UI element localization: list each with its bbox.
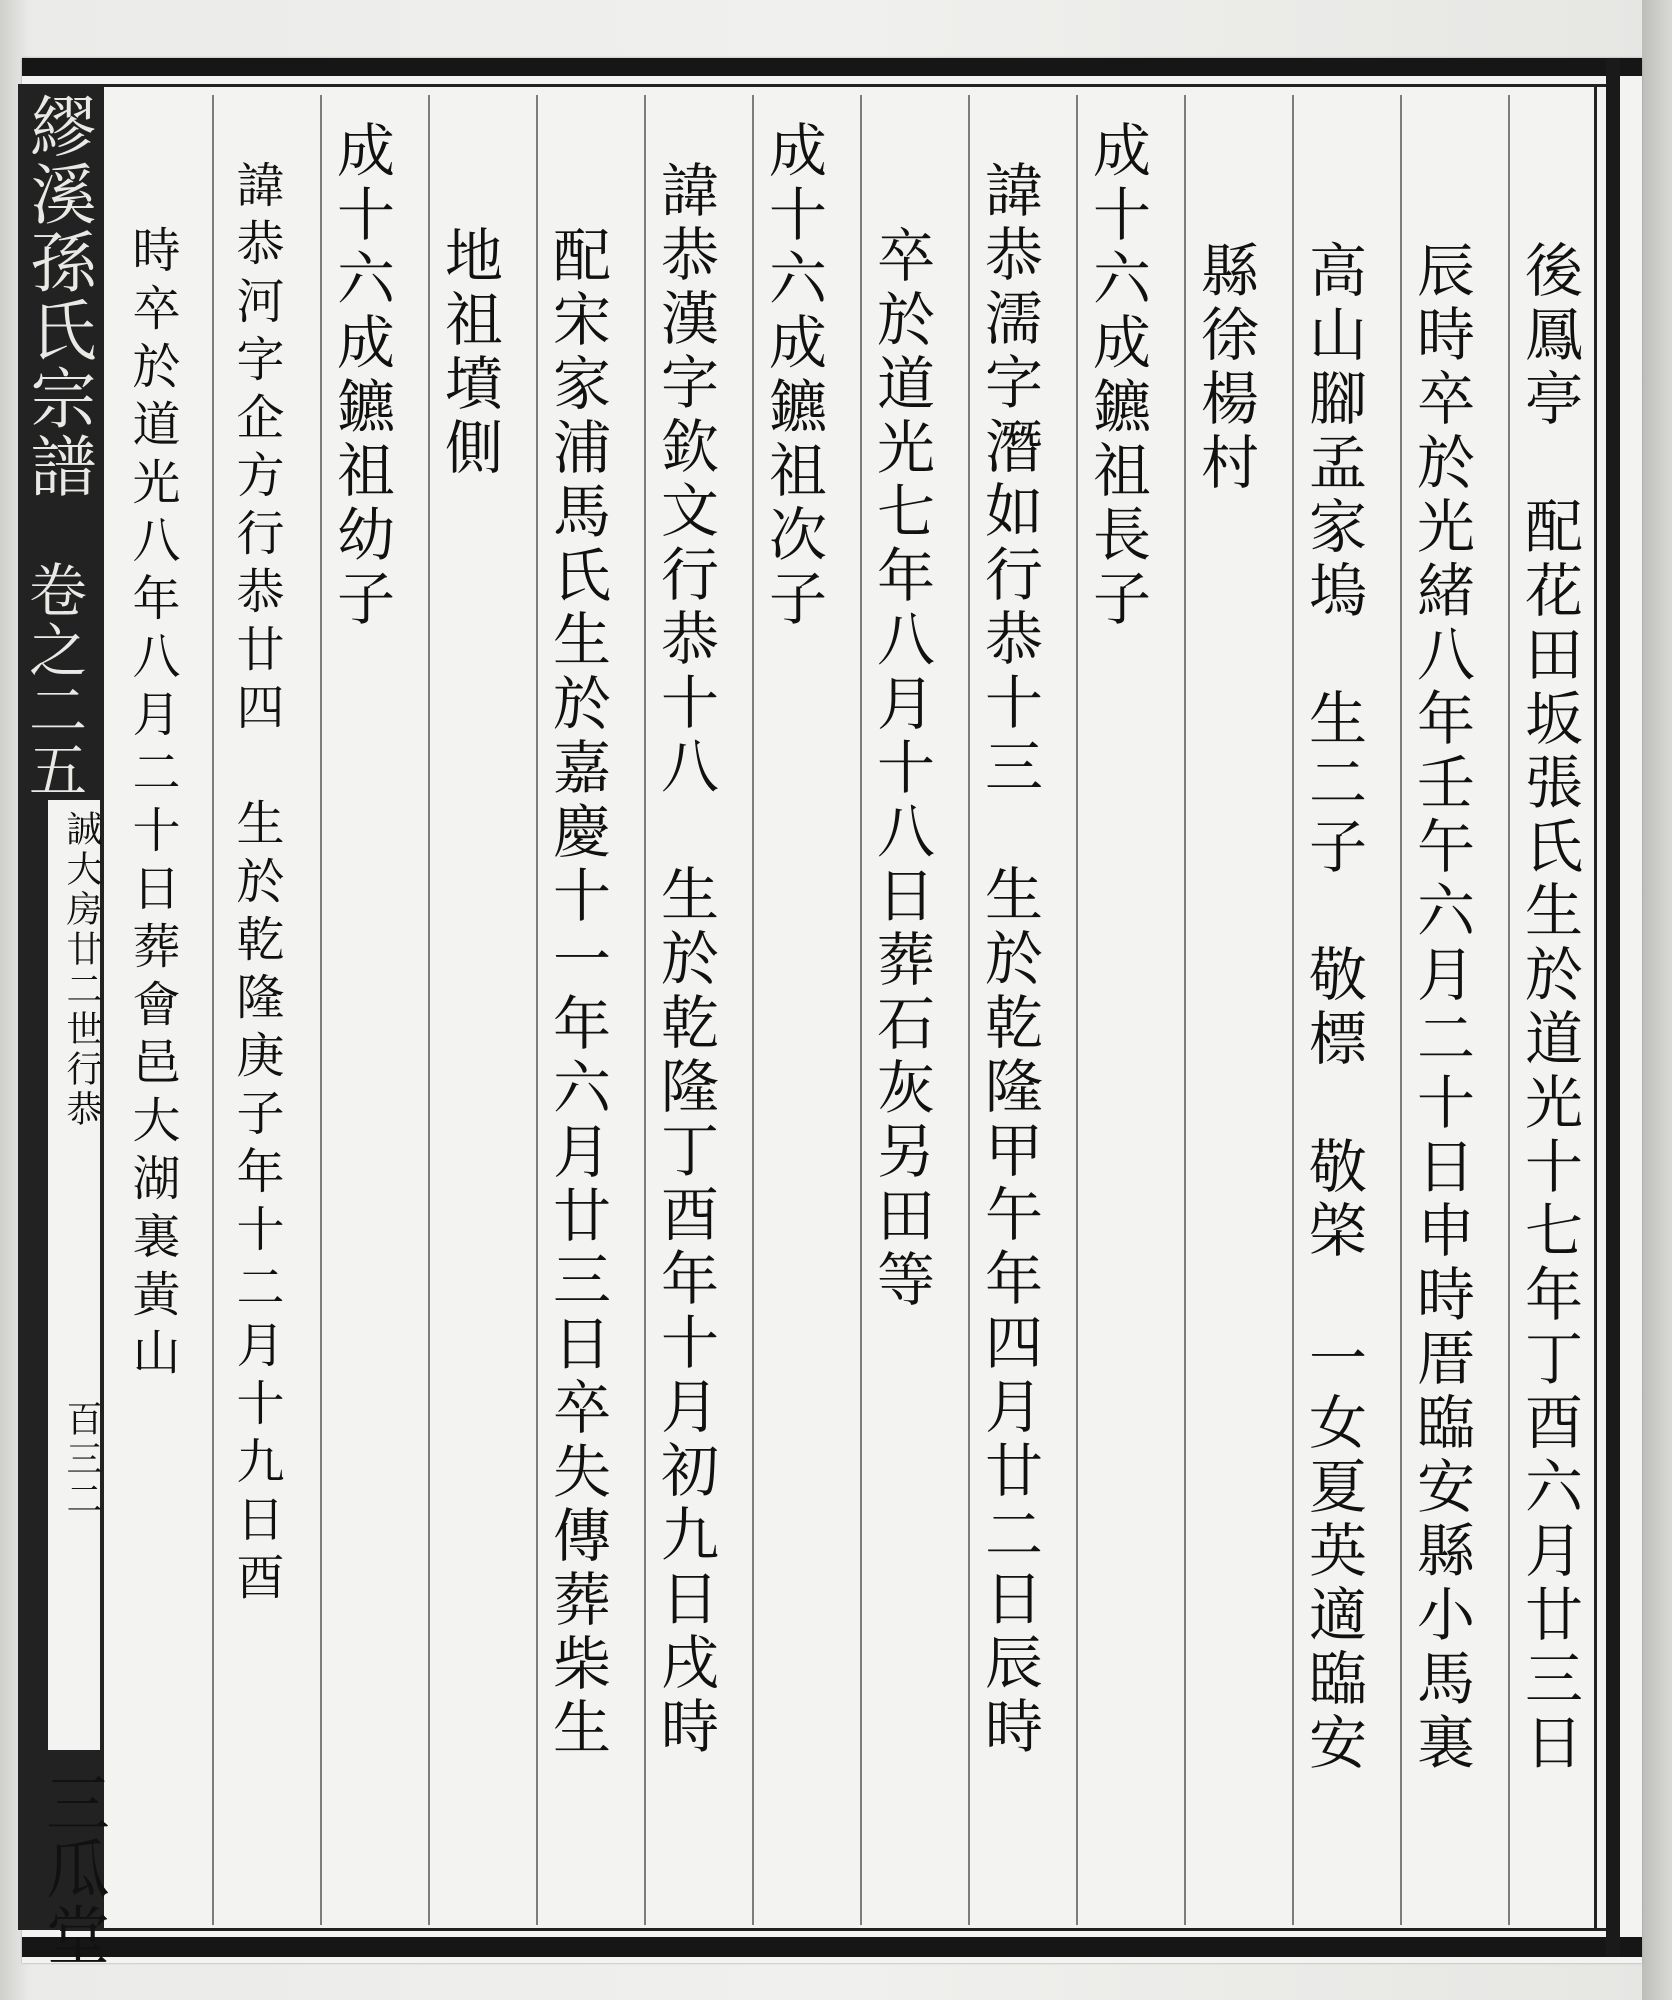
- text-column: 時卒於道光八年八月二十日葬會邑大湖裏黃山: [124, 225, 180, 1385]
- scan-edge: [1642, 0, 1672, 2000]
- text-column: 諱恭河字企方行恭廿四 生於乾隆庚子年十二月十九日酉: [228, 160, 284, 1610]
- column-divider: [212, 95, 214, 1925]
- generation-heading: 成十六成鑣祖長子: [1083, 120, 1151, 632]
- page-number: 百三二: [61, 1400, 102, 1520]
- text-column: 卒於道光七年八月十八日葬石灰另田等: [867, 225, 935, 1313]
- column-divider: [320, 95, 322, 1925]
- genealogy-title: 繆溪孫氏宗譜: [19, 92, 96, 500]
- column-divider: [1292, 95, 1294, 1925]
- text-column: 辰時卒於光緒八年壬午六月二十日申時厝臨安縣小馬裏: [1407, 240, 1475, 1776]
- top-border: [22, 58, 1642, 76]
- hall-name: 三瓜堂: [35, 1770, 109, 1968]
- bottom-inner-border: [60, 1928, 1620, 1931]
- top-inner-border: [60, 84, 1620, 87]
- generation-heading: 成十六成鑣祖次子: [759, 120, 827, 632]
- column-divider: [1184, 95, 1186, 1925]
- right-inner-border: [1594, 84, 1597, 1930]
- branch-subtitle: 誠大房廿二世行恭: [61, 810, 102, 1130]
- text-column: 地祖墳側: [435, 225, 503, 481]
- column-divider: [752, 95, 754, 1925]
- column-divider: [1076, 95, 1078, 1925]
- text-column: 配宋家浦馬氏生於嘉慶十一年六月廿三日卒失傳葬柴生: [543, 225, 611, 1761]
- text-column: 後鳳亭 配花田坂張氏生於道光十七年丁酉六月廿三日: [1515, 240, 1583, 1776]
- bottom-border: [22, 1937, 1642, 1957]
- column-divider: [1400, 95, 1402, 1925]
- column-divider: [428, 95, 430, 1925]
- right-border: [1606, 58, 1620, 1957]
- column-divider: [860, 95, 862, 1925]
- volume-label: 卷之二五: [19, 560, 87, 800]
- generation-heading: 成十六成鑣祖幼子: [327, 120, 395, 632]
- text-column: 縣徐楊村: [1191, 240, 1259, 496]
- text-column: 諱恭濡字潛如行恭十三 生於乾隆甲午年四月廿二日辰時: [975, 160, 1043, 1760]
- column-divider: [644, 95, 646, 1925]
- text-column: 高山腳孟家塢 生二子 敬標 敬棨 一女夏英適臨安: [1299, 240, 1367, 1776]
- column-divider: [536, 95, 538, 1925]
- column-divider: [1508, 95, 1510, 1925]
- text-column: 諱恭漢字欽文行恭十八 生於乾隆丁酉年十月初九日戌時: [651, 160, 719, 1760]
- column-divider: [968, 95, 970, 1925]
